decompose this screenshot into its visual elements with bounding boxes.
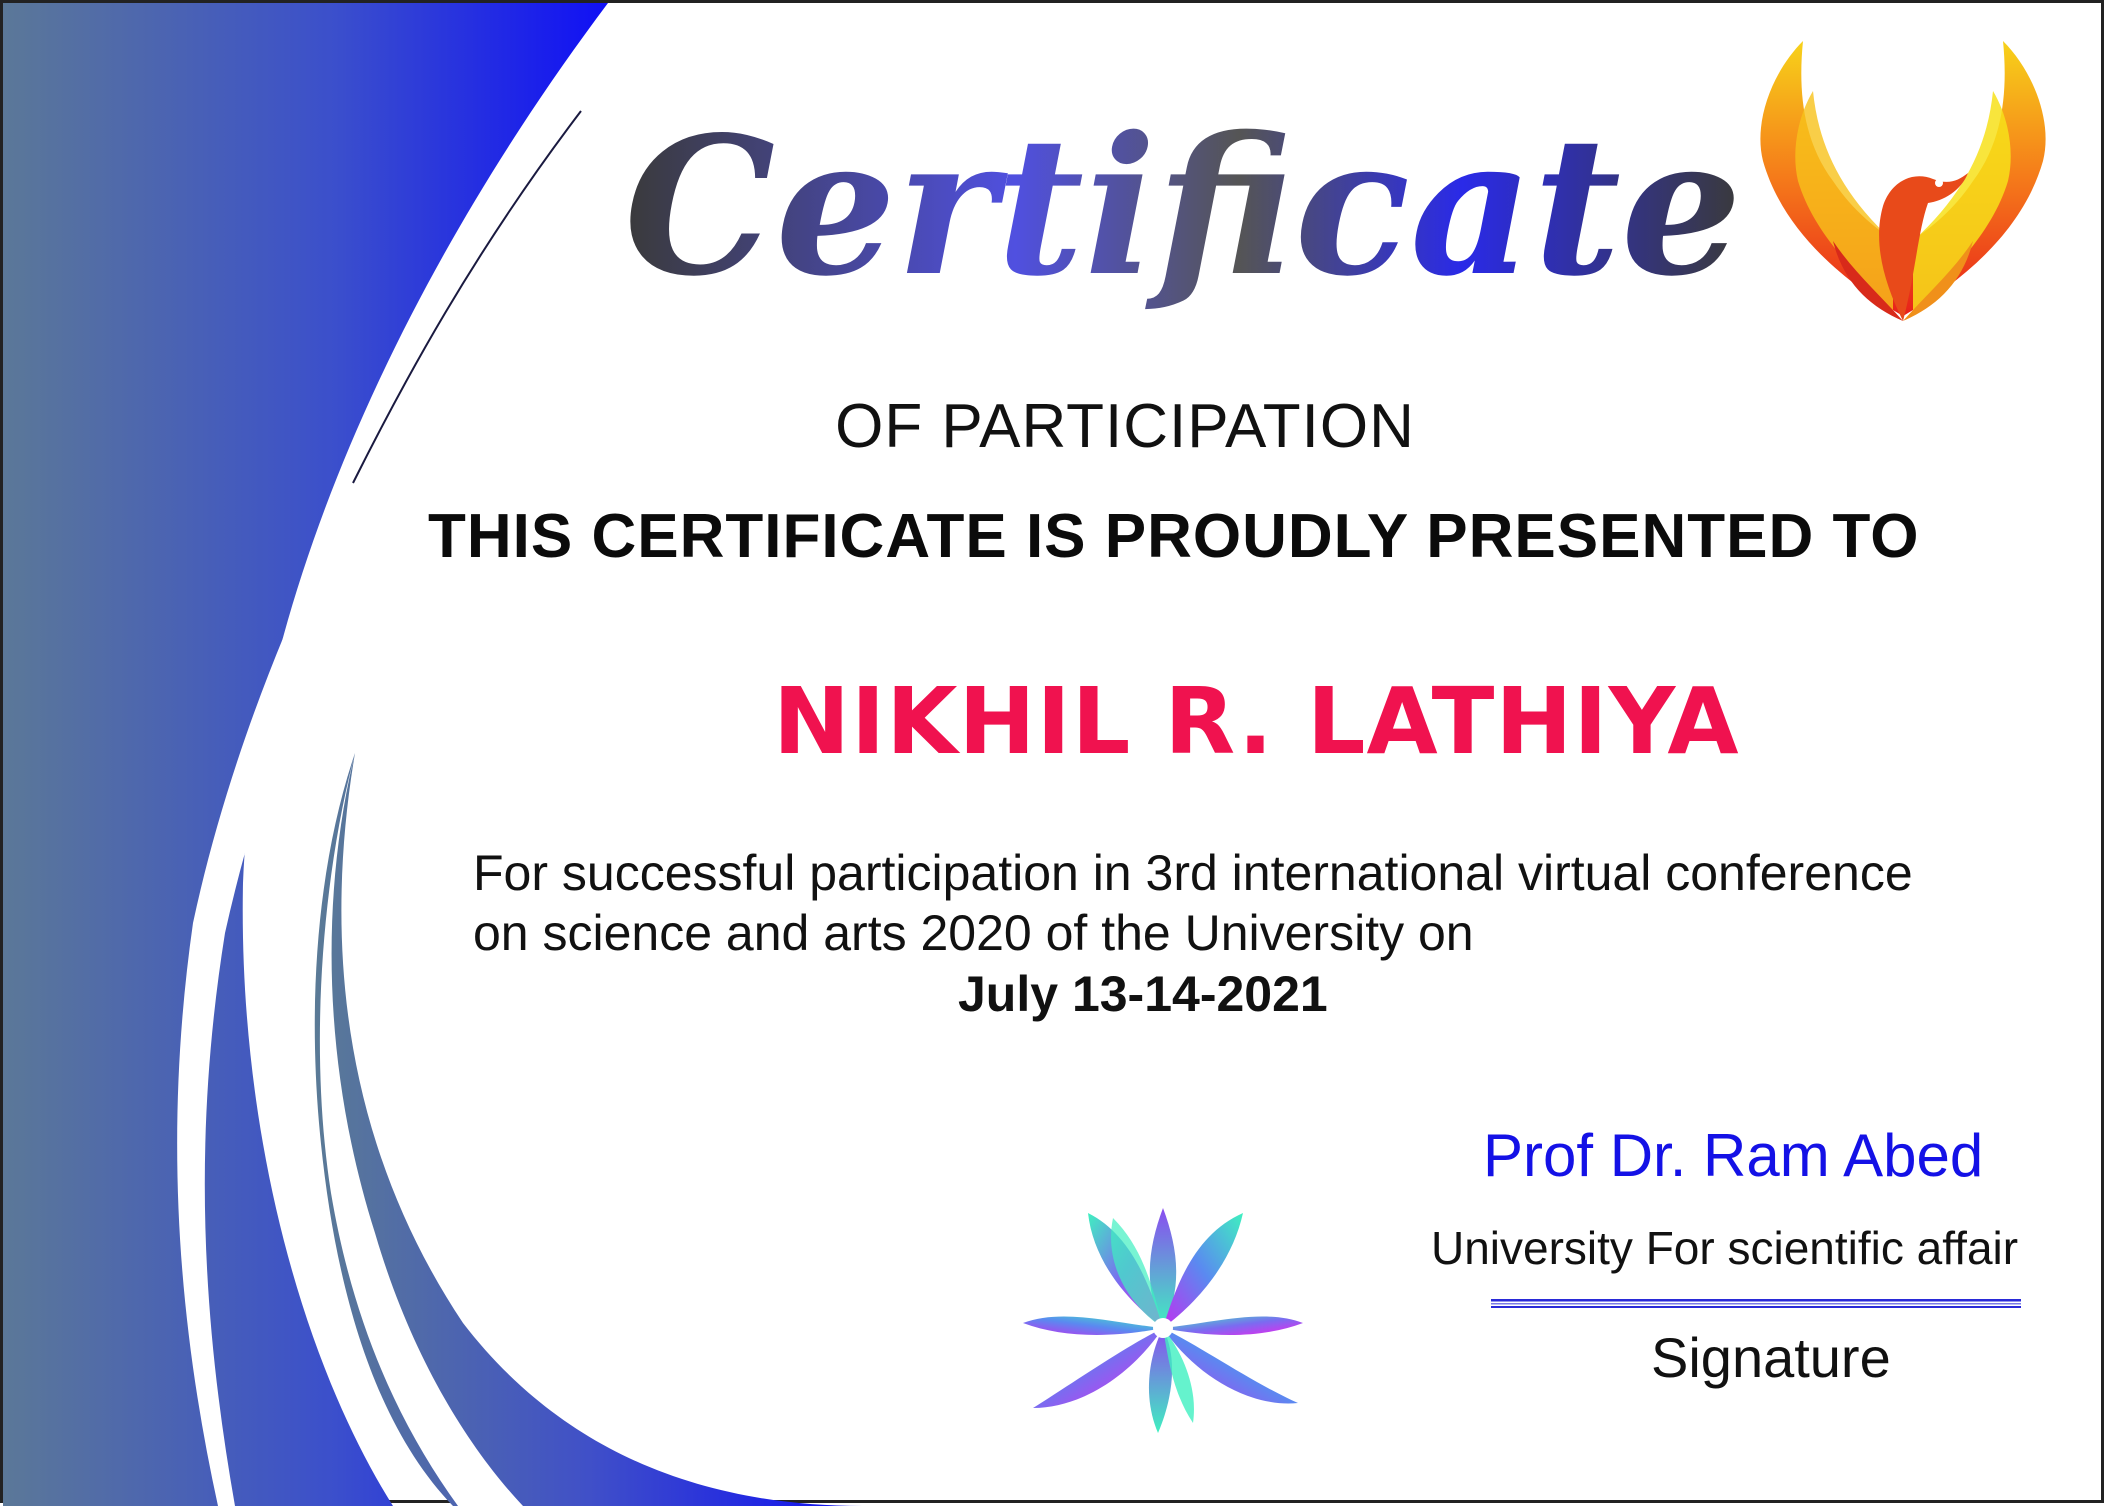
phoenix-icon xyxy=(1743,31,2063,331)
signer-role: University For scientific affair xyxy=(1431,1222,2019,1274)
signer-name: Prof Dr. Ram Abed xyxy=(1483,1122,1984,1189)
description-line-2: on science and arts 2020 of the University on xyxy=(473,905,1474,961)
description-line-1: For successful participation in 3rd international virtual conference xyxy=(473,845,1913,901)
subtitle-text: OF PARTICIPATION xyxy=(835,392,1415,461)
lotus-icon xyxy=(1013,1198,1313,1438)
signature-line xyxy=(1491,1299,2021,1308)
recipient-name: NIKHIL R. LATHIYA xyxy=(773,668,1740,775)
certificate-subtitle xyxy=(3,391,2107,462)
presented-to-heading: THIS CERTIFICATE IS PROUDLY PRESENTED TO xyxy=(428,502,1920,571)
event-date: July 13-14-2021 xyxy=(958,966,1328,1022)
signature-label: Signature xyxy=(1651,1326,1891,1389)
certificate-title xyxy=(624,73,1742,353)
certificate-description xyxy=(473,843,2073,963)
certificate-title-text: Certificate xyxy=(624,95,1742,318)
